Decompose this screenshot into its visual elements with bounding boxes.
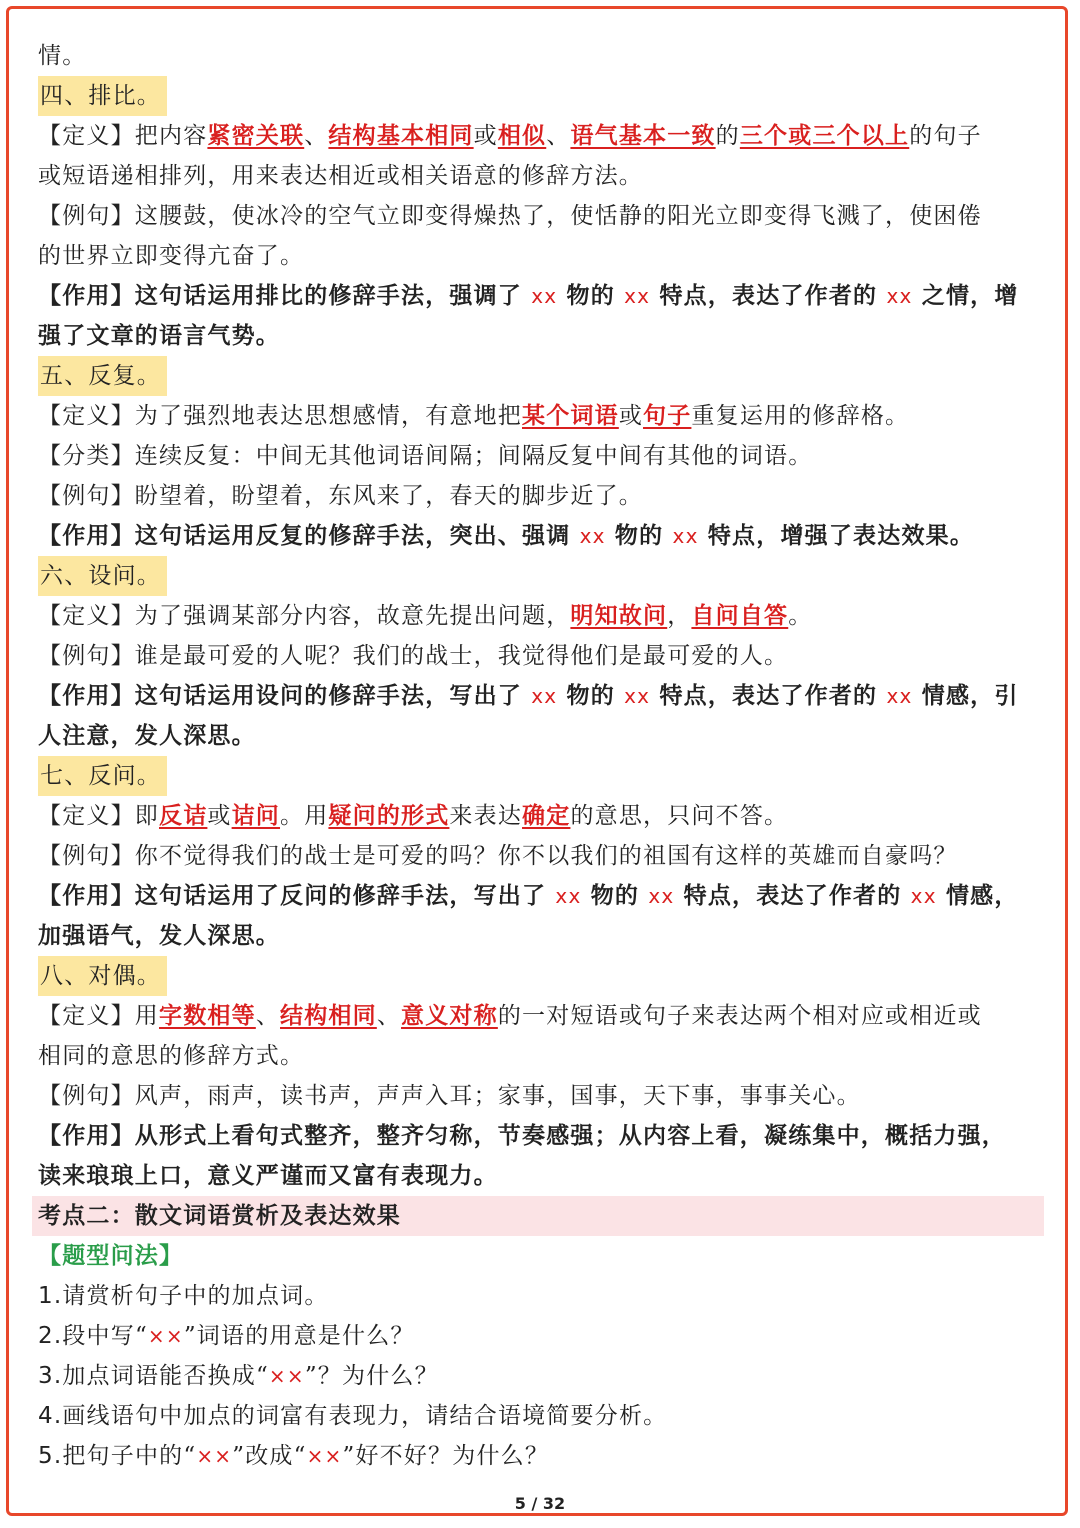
placeholder: xx [555, 884, 582, 908]
text: 或 [618, 403, 644, 429]
heading-counter-question [38, 756, 1058, 796]
placeholder: xx [579, 524, 606, 548]
text: 特点，表达了作者的 [683, 882, 902, 909]
item-number: 5. [38, 1443, 63, 1469]
item-number: 4. [38, 1403, 63, 1429]
text: 段中写“ [62, 1323, 148, 1349]
placeholder: ×× [147, 1324, 184, 1348]
text: 把句子中的“ [62, 1443, 197, 1469]
text: 请赏析句子中的加点词。 [62, 1283, 329, 1309]
keyword: 明知故问 [570, 602, 668, 629]
definition-line [38, 396, 1058, 436]
text: 物的 [590, 882, 640, 909]
text: 物的 [614, 522, 664, 549]
heading-antithesis [38, 956, 1058, 996]
question-item [38, 1396, 1058, 1436]
keyword: 自问自答 [691, 602, 789, 629]
text: ”改成“ [232, 1443, 307, 1469]
text: 特点，表达了作者的 [659, 282, 878, 309]
category-line: 【分类】连续反复：中间无其他词语间隔；间隔反复中间有其他的词语。 [38, 443, 813, 469]
effect-line [38, 676, 1058, 716]
question-item [38, 1316, 1058, 1356]
effect-line [38, 516, 1058, 556]
keyword: 疑问的形式 [328, 802, 450, 829]
question-item [38, 1276, 1058, 1316]
text: 【定义】为了强烈地表达思想感情，有意地把 [38, 403, 522, 429]
placeholder: xx [531, 684, 558, 708]
text: 【作用】这句话运用设问的修辞手法，写出了 [38, 682, 522, 709]
text: 、 [255, 1003, 281, 1029]
example-line: 【例句】风声，雨声，读书声，声声入耳；家事，国事，天下事，事事关心。 [38, 1083, 861, 1109]
text: 、 [376, 1003, 402, 1029]
text: ”？为什么？ [304, 1363, 439, 1389]
placeholder: xx [624, 284, 651, 308]
text: 【定义】为了强调某部分内容，故意先提出问题， [38, 603, 571, 629]
text: 加点词语能否换成“ [62, 1363, 269, 1389]
heading-label: 六、设问。 [38, 556, 167, 596]
keyword: 字数相等 [159, 1002, 256, 1029]
placeholder: ×× [268, 1364, 305, 1388]
keyword: 确定 [522, 802, 571, 829]
item-number: 3. [38, 1363, 63, 1389]
definition-line [38, 996, 1058, 1036]
keyword: 相似 [497, 122, 547, 149]
question-item [38, 1436, 1058, 1476]
heading-rhetorical-question [38, 556, 1058, 596]
effect-line-2: 加强语气，发人深思。 [38, 922, 280, 949]
text: 重复运用的修辞格。 [691, 403, 910, 429]
keyword: 某个词语 [522, 402, 619, 429]
example-line-2: 的世界立即变得亢奋了。 [38, 243, 305, 269]
section-heading: 考点二：散文词语赏析及表达效果 [32, 1196, 1044, 1236]
question-types-title: 【题型问法】 [38, 1242, 184, 1269]
text: 之情，增 [921, 282, 1019, 309]
effect-line-2: 强了文章的语言气势。 [38, 322, 280, 349]
placeholder: xx [886, 684, 913, 708]
text: 【定义】用 [38, 1003, 159, 1029]
heading-repetition [38, 356, 1058, 396]
keyword: 结构基本相同 [328, 122, 474, 149]
text-line: 情。 [38, 43, 87, 69]
text: 物的 [566, 282, 615, 309]
keyword: 意义对称 [401, 1002, 498, 1029]
text: 情感， [945, 882, 1019, 909]
text: 或 [473, 123, 498, 149]
text: 特点，表达了作者的 [659, 682, 878, 709]
question-item [38, 1356, 1058, 1396]
placeholder: xx [531, 284, 558, 308]
text: 的意思，只问不答。 [570, 803, 789, 829]
example-line: 【例句】你不觉得我们的战士是可爱的吗？你不以我们的祖国有这样的英雄而自豪吗？ [38, 843, 958, 869]
text: 【定义】即 [38, 803, 159, 829]
effect-line [38, 876, 1058, 916]
placeholder: xx [672, 524, 699, 548]
definition-line [38, 116, 1058, 156]
text: ”词语的用意是什么？ [183, 1323, 415, 1349]
text: 或 [207, 803, 232, 829]
keyword: 紧密关联 [207, 122, 305, 149]
text: 【定义】把内容 [38, 123, 208, 149]
heading-label: 四、排比。 [38, 76, 167, 116]
text: ， [667, 603, 692, 629]
definition-line-2: 相同的意思的修辞方式。 [38, 1043, 305, 1069]
placeholder: xx [624, 684, 651, 708]
text: 。用 [280, 803, 329, 829]
keyword: 诘问 [231, 802, 281, 829]
example-line: 【例句】这腰鼓，使冰冷的空气立即变得燥热了，使恬静的阳光立即变得飞溅了，使困倦 [38, 203, 982, 229]
heading-parallelism [38, 76, 1058, 116]
text: 【作用】这句话运用反复的修辞手法，突出、强调 [38, 522, 571, 549]
keyword: 句子 [643, 402, 692, 429]
placeholder: xx [910, 884, 937, 908]
text: 的 [715, 123, 740, 149]
heading-label: 七、反问。 [38, 756, 167, 796]
text: 【作用】这句话运用了反问的修辞手法，写出了 [38, 882, 547, 909]
placeholder: xx [886, 284, 913, 308]
effect-line-2: 人注意，发人深思。 [38, 722, 256, 749]
example-line: 【例句】盼望着，盼望着，东风来了，春天的脚步近了。 [38, 483, 643, 509]
text: 来表达 [449, 803, 523, 829]
definition-line-2: 或短语递相排列，用来表达相近或相关语意的修辞方法。 [38, 163, 643, 189]
text: 的句子 [909, 123, 982, 149]
keyword: 语气基本一致 [570, 122, 716, 149]
text: 物的 [566, 682, 615, 709]
text: 画线语句中加点的词富有表现力，请结合语境简要分析。 [62, 1403, 668, 1429]
text: 。 [788, 603, 813, 629]
placeholder: xx [648, 884, 675, 908]
effect-line: 【作用】从形式上看句式整齐，整齐匀称，节奏感强；从内容上看，凝练集中，概括力强， [38, 1122, 1006, 1149]
definition-line [38, 796, 1058, 836]
text: 【作用】这句话运用排比的修辞手法，强调了 [38, 282, 522, 309]
text: 特点，增强了表达效果。 [707, 522, 975, 549]
effect-line [38, 276, 1058, 316]
document-body [38, 36, 1058, 1476]
text: 情感，引 [921, 682, 1019, 709]
text: 的一对短语或句子来表达两个相对应或相近或 [497, 1003, 982, 1029]
example-line: 【例句】谁是最可爱的人呢？我们的战士，我觉得他们是最可爱的人。 [38, 643, 789, 669]
page-number: 5 / 32 [514, 1494, 566, 1513]
keyword: 三个或三个以上 [739, 122, 910, 149]
text: ”好不好？为什么？ [342, 1443, 550, 1469]
keyword: 反诘 [159, 802, 208, 829]
placeholder: ×× [306, 1444, 343, 1468]
item-number: 2. [38, 1323, 63, 1349]
placeholder: ×× [196, 1444, 233, 1468]
heading-label: 五、反复。 [38, 356, 167, 396]
heading-label: 八、对偶。 [38, 956, 167, 996]
definition-line [38, 596, 1058, 636]
text: 、 [546, 123, 571, 149]
effect-line-2: 读来琅琅上口，意义严谨而又富有表现力。 [38, 1162, 498, 1189]
text: 、 [304, 123, 329, 149]
item-number: 1. [38, 1283, 63, 1309]
keyword: 结构相同 [280, 1002, 377, 1029]
